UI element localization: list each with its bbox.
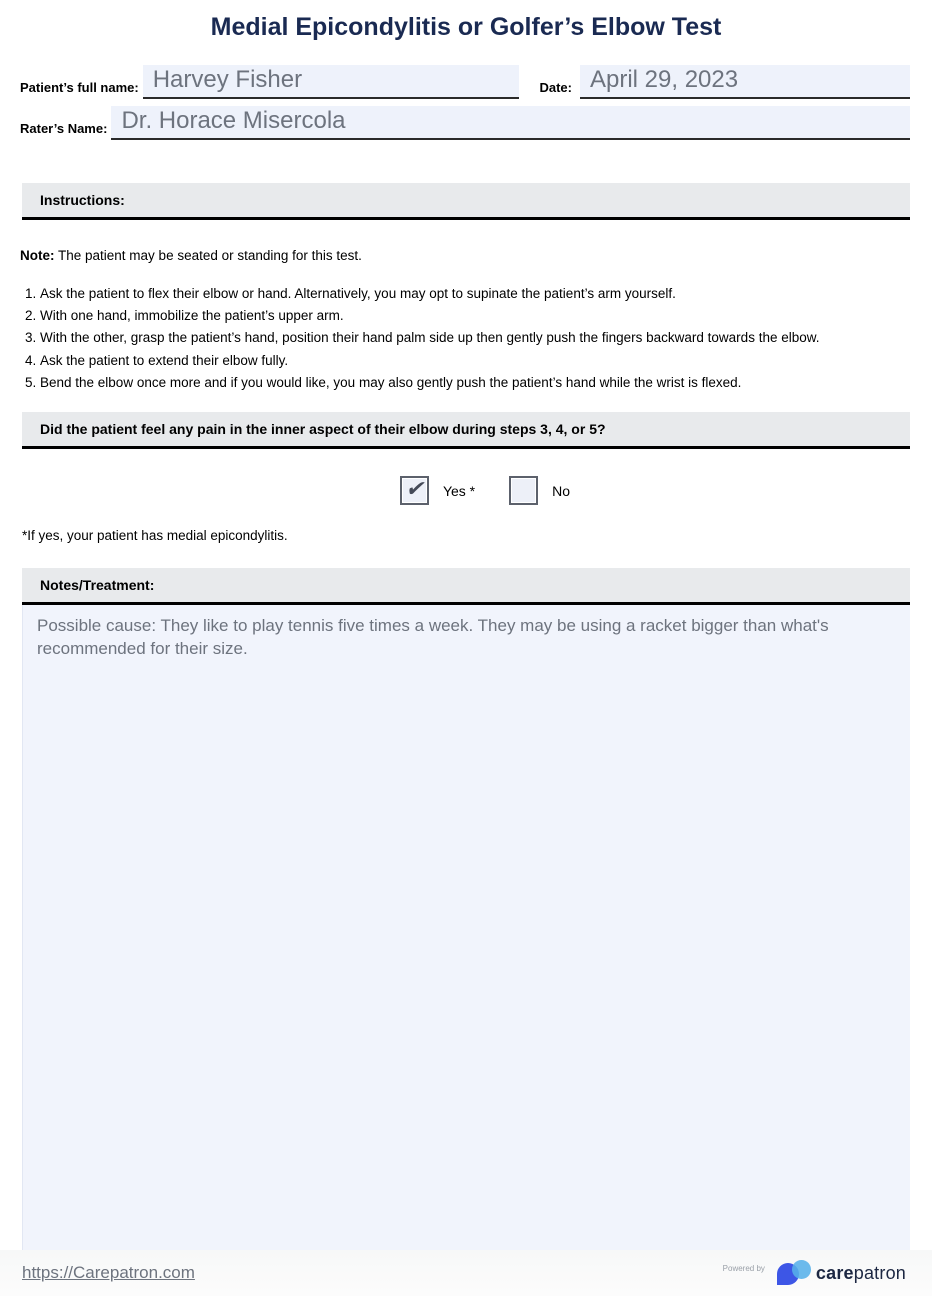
instruction-step: 4. Ask the patient to extend their elbow fully. [40,352,912,370]
yes-checkbox-label: Yes * [442,482,476,499]
instruction-step: 3. With the other, grasp the patient’s hand, position their hand palm side up then gently push the fingers backward towards the elbow. [40,329,912,347]
brand-patron: patron [853,1262,906,1283]
instruction-step: 1. Ask the patient to flex their elbow or hand. Alternatively, you may opt to supinate the patient’s arm yourself. [40,285,912,303]
instructions-header: Instructions: [22,183,910,220]
no-checkbox-label: No [552,482,571,499]
date-label: Date: [539,80,572,95]
rater-name-label: Rater’s Name: [20,121,108,136]
logo-circle-shape [792,1260,811,1279]
patient-name-label: Patient’s full name: [20,80,139,95]
note-label: Note: [20,248,55,263]
footer [0,1250,932,1296]
pain-question-header: Did the patient feel any pain in the inner aspect of their elbow during steps 3, 4, or 5? [22,412,910,449]
date-input[interactable] [580,65,910,99]
instruction-step: 2. With one hand, immobilize the patient’s upper arm. [40,307,912,325]
powered-by-label: Powered by [722,1264,765,1273]
instruction-step: 5. Bend the elbow once more and if you would like, you may also gently push the patient’s hand while the wrist is flexed. [40,374,912,392]
carepatron-logo-icon [777,1258,811,1288]
page-title: Medial Epicondylitis or Golfer’s Elbow Test [210,13,722,41]
notes-textarea[interactable] [22,605,910,1253]
rater-name-input[interactable] [111,106,910,140]
note-text: The patient may be seated or standing for this test. [54,248,362,263]
notes-header: Notes/Treatment: [22,568,910,605]
no-checkbox[interactable] [509,476,538,505]
patient-info-section [0,65,932,140]
yes-footnote: *If yes, your patient has medial epicondylitis. [22,528,288,544]
carepatron-wordmark [816,1263,906,1284]
brand-care: care [815,1262,854,1283]
instruction-steps [20,285,912,392]
yes-checkbox[interactable] [400,476,429,505]
carepatron-link[interactable]: https://Carepatron.com [22,1263,195,1282]
note-line [20,248,912,263]
yes-no-choice-row [19,476,932,505]
footer-branding [723,1258,906,1288]
checkmark-icon: ✔ [405,476,424,502]
patient-name-input[interactable] [143,65,520,99]
patient-date-row [20,65,910,99]
rater-row [20,106,910,140]
